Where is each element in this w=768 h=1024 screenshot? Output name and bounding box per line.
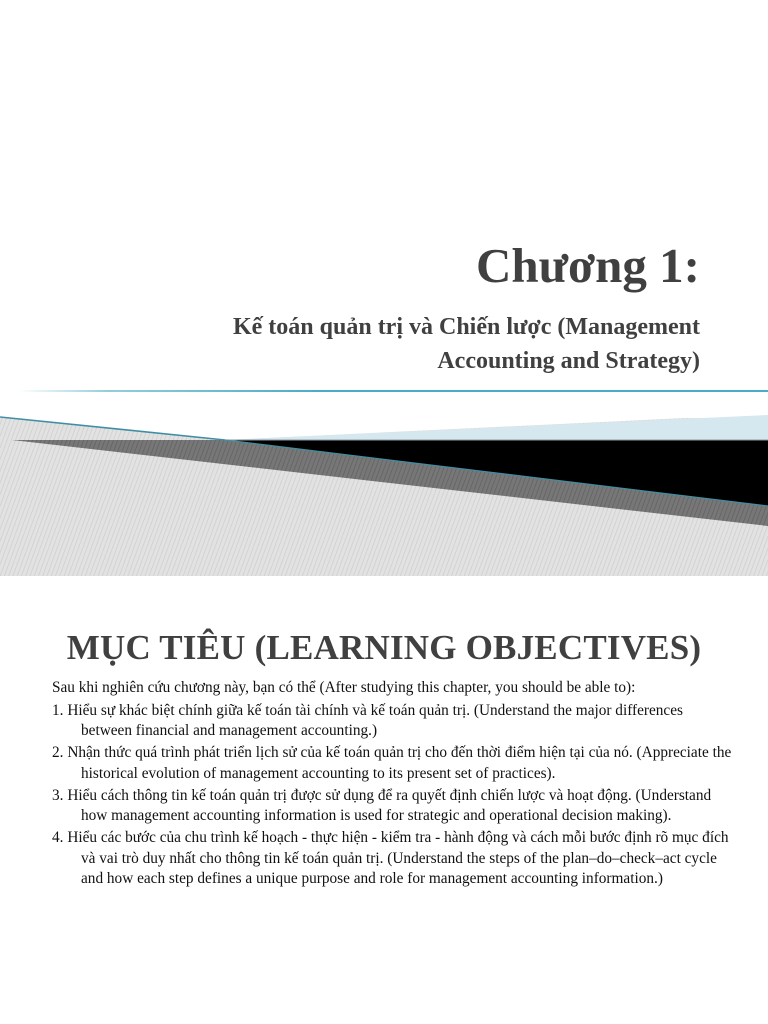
- objective-item-4: [52, 828, 732, 890]
- objective-text: Hiểu các bước của chu trình kế hoạch - thực hiện - kiểm tra - hành động và cách mỗi bước định rõ mục đích và vai trò duy nhất cho thông tin kế toán quản trị. (Understand the steps of the plan–do–check–act cycle and how each step defines a unique purpose and role for management accounting information.): [67, 829, 729, 887]
- objective-text: Hiểu cách thông tin kế toán quản trị được sử dụng để ra quyết định chiến lược và hoạt động. (Understand how management accounting information is used for strategic and operational decision making).: [67, 786, 712, 824]
- subtitle-line-1: Kế toán quản trị và Chiến lược (Management: [232, 314, 700, 340]
- objectives-heading: MỤC TIÊU (LEARNING OBJECTIVES): [66, 628, 702, 667]
- objectives-slide: [0, 576, 768, 1024]
- slide-title: Chương 1:: [476, 238, 700, 293]
- objectives-body: [52, 678, 732, 891]
- objective-number: 2.: [52, 744, 64, 761]
- decorative-wedge-band: [0, 400, 768, 576]
- accent-divider-line: [18, 390, 768, 392]
- objective-number: 1.: [52, 701, 64, 719]
- slide-subtitle: [60, 310, 700, 378]
- objective-item-2: [52, 743, 732, 784]
- objective-number: 3.: [52, 786, 64, 804]
- subtitle-line-2: Accounting and Strategy): [437, 348, 700, 374]
- objective-item-1: [52, 701, 732, 742]
- objective-number: 4.: [52, 829, 64, 846]
- objective-item-3: [52, 786, 732, 827]
- objectives-intro: Sau khi nghiên cứu chương này, bạn có thể (After studying this chapter, you should be able to):: [52, 679, 636, 696]
- objective-text: Hiểu sự khác biệt chính giữa kế toán tài chính và kế toán quản trị. (Understand the major differences between financial and management accounting.): [67, 701, 683, 739]
- objective-text: Nhận thức quá trình phát triển lịch sử của kế toán quản trị cho đến thời điểm hiện tại của nó. (Appreciate the historical evolution of management accounting to its present set of practices).: [67, 744, 732, 782]
